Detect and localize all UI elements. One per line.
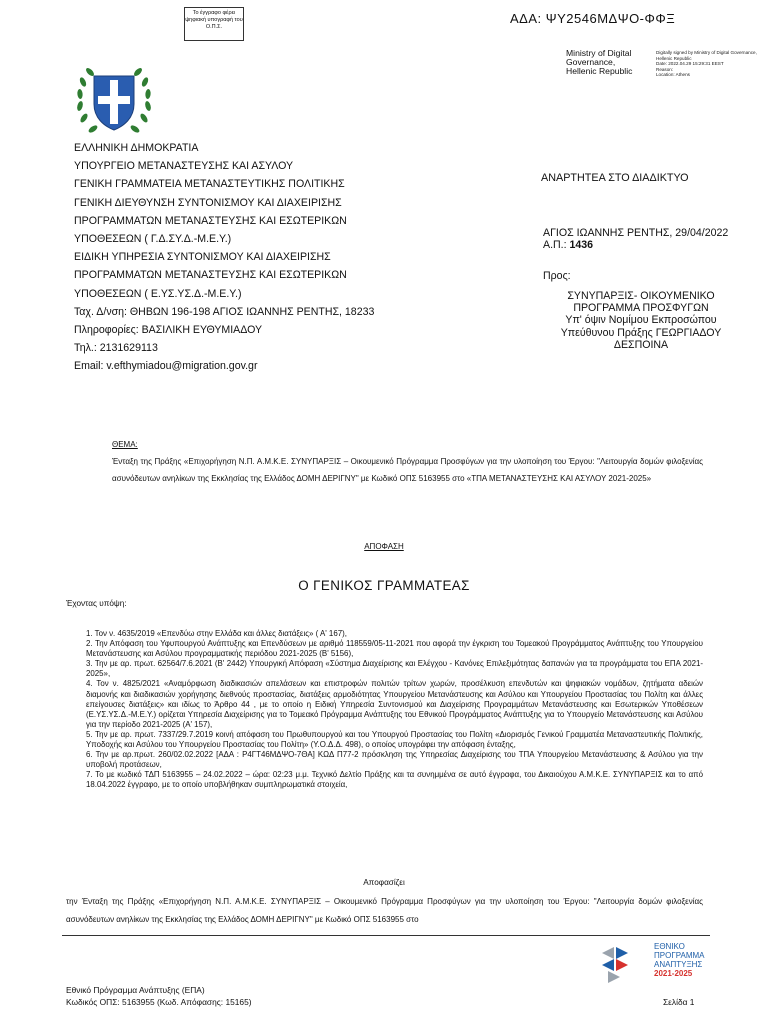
recipient-line: Υπεύθυνου Πράξης ΓΕΩΡΓΙΑΔΟΥ: [560, 326, 722, 339]
subject-text: Ένταξη της Πράξης «Επιχορήγηση Ν.Π. Α.Μ.Κ.Ε. ΣΥΝΥΠΑΡΞΙΣ – Οικουμενικό Πρόγραμμα Προσφύγων για την υλοποίηση του Έργου: "Λειτουργία δομών φιλοξενίας ασυνόδευτων ανηλίκων της Εκκλησίας της Ελλάδος ΔΟΜΗ ΔΕΡΙΓΝΥ" με Κωδικό ΟΠΣ 5163955 στο «ΤΠΑ ΜΕΤΑΝΑΣΤΕΥΣΗΣ ΚΑΙ ΑΣΥΛΟΥ 2021-2025»: [112, 457, 703, 483]
digital-signature-stamp: Το έγγραφο φέρει ψηφιακή υπογραφή του Ο.Π.Σ.: [184, 7, 244, 41]
place-and-date-block: [543, 227, 728, 251]
list-item: 6. Την με αρ.πρωτ. 260/02.02.2022 [ΑΔΑ : Ρ4ΓΤ46ΜΔΨΟ-7ΘΑ] ΚΩΔ Π77-2 πρόσκληση της Υπηρεσίας Διαχείρισης του ΤΠΑ Υπουργείου Μετανάστευσης & Ασύλου για την υποβολή προτάσεων,: [86, 750, 703, 770]
signature-details: [656, 50, 766, 78]
issuer-line: ΠΡΟΓΡΑΜΜΑΤΩΝ ΜΕΤΑΝΑΣΤΕΥΣΗΣ ΚΑΙ ΕΣΩΤΕΡΙΚΩΝ: [74, 269, 347, 282]
secretary-heading: Ο ΓΕΝΙΚΟΣ ΓΡΑΜΜΑΤΕΑΣ: [298, 578, 470, 593]
considerations-list: [86, 629, 703, 791]
issuer-line: ΓΕΝΙΚΗ ΓΡΑΜΜΑΤΕΙΑ ΜΕΤΑΝΑΣΤΕΥΤΙΚΗΣ ΠΟΛΙΤΙΚΗΣ: [74, 178, 345, 191]
issuer-email: Email: v.efthymiadou@migration.gov.gr: [74, 360, 258, 373]
to-label: Προς:: [543, 270, 571, 282]
footer-divider: [62, 935, 710, 936]
issuer-line: ΥΠΟΥΡΓΕΙΟ ΜΕΤΑΝΑΣΤΕΥΣΗΣ ΚΑΙ ΑΣΥΛΟΥ: [74, 160, 294, 173]
decision-text: την Ένταξη της Πράξης «Επιχορήγηση Ν.Π. Α.Μ.Κ.Ε. ΣΥΝΥΠΑΡΞΙΣ – Οικουμενικό Πρόγραμμα Προσφύγων για την υλοποίηση του Έργου: "Λειτουργία δομών φιλοξενίας ασυνόδευτων ανηλίκων της Εκκλησίας της Ελλάδος ΔΟΜΗ ΔΕΡΙΓΝΥ" με Κωδικό ΟΠΣ 5163955 στο: [66, 897, 703, 924]
logo-line: ΑΝΑΠΤΥΞΗΣ: [654, 960, 703, 969]
list-item: 4. Τον ν. 4825/2021 «Αναμόρφωση διαδικασιών απελάσεων και επιστροφών πολιτών τρίτων χωρών, προσέλκυση επενδυτών και ψηφιακών νομάδων, ζητήματα αδειών διαμονής και διαδικασιών χορήγησης διεθνούς προστασίας, διατάξεις αρμοδιότητας Υπουργείου Μετανάστευσης και Ασύλου και Υπουργείου Προστασίας του Πολίτη και άλλες επείγουσες διατάξεις» και ιδίως το Άρθρο 44 , με το οποίο η Ειδική Υπηρεσία Συντονισμού και Διαχείρισης Προγραμμάτων Μετανάστευσης και Εσωτερικών Υποθέσεων (Ε.ΥΣ.ΥΣ.Δ.-Μ.Ε.Υ.) ορίζεται Υπηρεσία Διαχείρισης για το Τομεακό Πρόγραμμα Ανάπτυξης του Εθνικού Προγράμματος Ανάπτυξης για το Υπουργείο Μετανάστευσης και Ασύλου για την περίοδο 2021-2025 (Α' 157),: [86, 679, 703, 729]
protocol-label: Α.Π.:: [543, 239, 570, 251]
ada-code: ΑΔΑ: ΨΥ2546ΜΔΨΟ-ΦΦΞ: [510, 11, 676, 26]
recipient-line: Υπ' όψιν Νομίμου Εκπροσώπου: [565, 314, 717, 327]
footer-programme: Εθνικό Πρόγραμμα Ανάπτυξης (ΕΠΑ): [66, 985, 205, 995]
signature-detail-line: Digitally signed by Ministry of Digital Governance, Hellenic Republic: [656, 50, 757, 61]
recipient-block: [541, 290, 741, 351]
issuer-phone: Τηλ.: 2131629113: [74, 342, 158, 355]
decides-heading: Αποφασίζει: [363, 878, 405, 887]
logo-line: ΕΘΝΙΚΟ: [654, 942, 685, 951]
subject-block: [112, 436, 703, 487]
issuer-line: ΠΡΟΓΡΑΜΜΑΤΩΝ ΜΕΤΑΝΑΣΤΕΥΣΗΣ ΚΑΙ ΕΣΩΤΕΡΙΚΩΝ: [74, 214, 347, 227]
publish-online-note: ΑΝΑΡΤΗΤΕΑ ΣΤΟ ΔΙΑΔΙΚΤΥΟ: [541, 172, 689, 184]
footer-code: Κωδικός ΟΠΣ: 5163955 (Κωδ. Απόφασης: 15165): [66, 996, 252, 1007]
issuer-header: [74, 139, 434, 376]
subject-label: ΘΕΜΑ:: [112, 440, 138, 449]
decision-heading: ΑΠΟΦΑΣΗ: [364, 542, 404, 551]
signature-detail-line: Location: Athens: [656, 72, 690, 78]
footer-info: [66, 985, 252, 1008]
issuer-line: ΥΠΟΘΕΣΕΩΝ ( Γ.Δ.ΣΥ.Δ.-Μ.Ε.Υ.): [74, 233, 232, 246]
recipient-line: ΔΕΣΠΟΙΝΑ: [613, 338, 669, 351]
list-item: 1. Τον ν. 4635/2019 «Επενδύω στην Ελλάδα και άλλες διατάξεις» ( Α' 167),: [86, 629, 347, 638]
issuer-contact-person: Πληροφορίες: ΒΑΣΙΛΙΚΗ ΕΥΘΥΜΙΑΔΟΥ: [74, 324, 263, 337]
signature-detail-line: Reason:: [656, 66, 674, 72]
recipient-line: ΠΡΟΓΡΑΜΜΑ ΠΡΟΣΦΥΓΩΝ: [573, 302, 709, 315]
protocol-line: [543, 239, 728, 251]
logo-line: ΠΡΟΓΡΑΜΜΑ: [654, 951, 705, 960]
signer-name: Ministry of Digital Governance, Hellenic Republic: [566, 48, 633, 76]
list-item: 3. Την με αρ. πρωτ. 62564/7.6.2021 (Β' 2442) Υπουργική Απόφαση «Σύστημα Διαχείρισης και Ελέγχου - Κανόνες Επιλεξιμότητας δαπανών για τα προγράμματα του ΕΠΑ 2021-2025»,: [86, 659, 703, 679]
signature-detail-line: Date: 2022.04.29 15:29:31 EEST: [656, 61, 724, 67]
national-development-programme-logo: [598, 939, 738, 985]
considering-label: Έχοντας υπόψη:: [66, 599, 127, 608]
issuer-address: Ταχ. Δ/νση: ΘΗΒΩΝ 196-198 ΑΓΙΟΣ ΙΩΑΝΝΗΣ ΡΕΝΤΗΣ, 18233: [74, 305, 375, 318]
list-item: 5. Την με αρ. πρωτ. 7337/29.7.2019 κοινή απόφαση του Πρωθυπουργού και του Υπουργού Προστασίας του Πολίτη «Διορισμός Γενικού Γραμματέα Μεταναστευτικής Πολιτικής, Υποδοχής και Ασύλου του Υπουργείου Προστασίας του Πολίτη» (Υ.Ο.Δ.Δ. 498), ο οποίος υπογράφει την απόφαση ένταξης,: [86, 729, 703, 750]
list-item: 7. Το με κωδικό ΤΔΠ 5163955 – 24.02.2022 – ώρα: 02:23 μ.μ. Τεχνικό Δελτίο Πράξης και τα συνημμένα σε αυτό έγγραφα, του Δικαιούχου Α.Μ.Κ.Ε. ΣΥΝΥΠΑΡΞΙΣ και το από 18.04.2022 έγγραφο, με το οποίο υποβλήθηκαν συμπληρωματικά στοιχεία,: [86, 770, 703, 790]
issuer-line: ΕΙΔΙΚΗ ΥΠΗΡΕΣΙΑ ΣΥΝΤΟΝΙΣΜΟΥ ΚΑΙ ΔΙΑΧΕΙΡΙΣΗΣ: [74, 251, 331, 264]
place-date: ΑΓΙΟΣ ΙΩΑΝΝΗΣ ΡΕΝΤΗΣ, 29/04/2022: [543, 227, 729, 239]
hellenic-republic-emblem: [72, 58, 156, 142]
protocol-number: 1436: [569, 239, 594, 251]
issuer-line: ΓΕΝΙΚΗ ΔΙΕΥΘΥΝΣΗ ΣΥΝΤΟΝΙΣΜΟΥ ΚΑΙ ΔΙΑΧΕΙΡΙΣΗΣ: [74, 196, 342, 209]
issuer-line: ΕΛΛΗΝΙΚΗ ΔΗΜΟΚΡΑΤΙΑ: [74, 142, 199, 154]
logo-mark: [602, 947, 628, 983]
list-item: 2. Την Απόφαση του Υφυπουργού Ανάπτυξης και Επενδύσεων με αριθμό 118559/05-11-2021 που αφορά την έγκριση του Τομεακού Προγράμματος Ανάπτυξης του Υπουργείου Μετανάστευσης και Ασύλου προγραμματικής περιόδου 2021-2025 (Β' 5156),: [86, 639, 703, 659]
recipient-line: ΣΥΝΥΠΑΡΞΙΣ- ΟΙΚΟΥΜΕΝΙΚΟ: [567, 290, 715, 302]
logo-year: 2021-2025: [654, 969, 693, 978]
page-number: Σελίδα 1: [663, 997, 695, 1007]
issuer-line: ΥΠΟΘΕΣΕΩΝ ( Ε.ΥΣ.ΥΣ.Δ.-Μ.Ε.Υ.): [74, 287, 242, 300]
